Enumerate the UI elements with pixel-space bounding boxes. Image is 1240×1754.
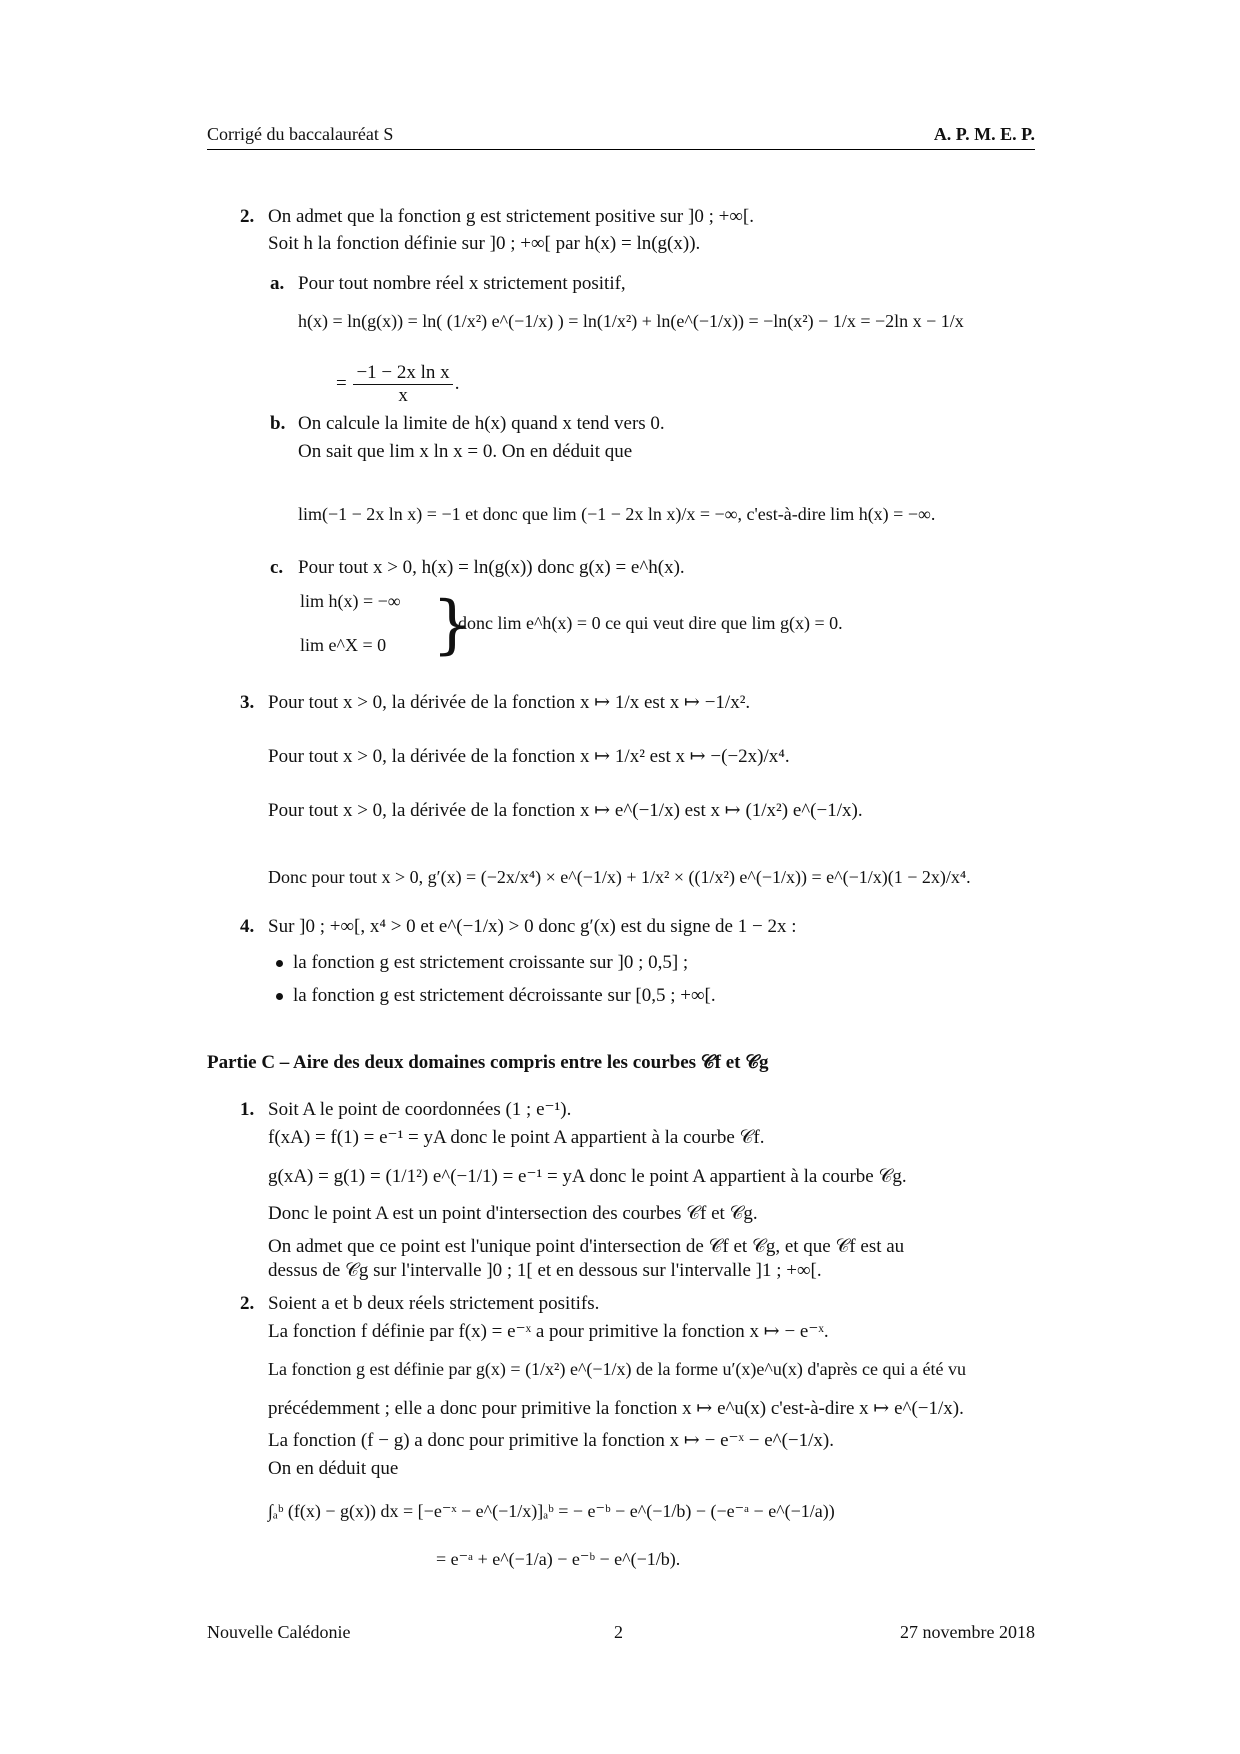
q2a-frac-denominator: x xyxy=(398,385,408,406)
partC-q2-result: = e⁻ᵃ + e^(−1/a) − e⁻ᵇ − e^(−1/b). xyxy=(436,1549,681,1569)
partC-q2-line5: La fonction (f − g) a donc pour primitive la fonction x ↦ − e⁻ˣ − e^(−1/x). xyxy=(268,1430,834,1451)
partC-q1-line2: f(xA) = f(1) = e⁻¹ = yA donc le point A appartient à la courbe 𝒞f. xyxy=(268,1127,765,1148)
q4-line1: Sur ]0 ; +∞[, x⁴ > 0 et e^(−1/x) > 0 donc g′(x) est du signe de 1 − 2x : xyxy=(268,916,797,937)
footer-right: 27 novembre 2018 xyxy=(900,1622,1035,1642)
partC-q2-line4: précédemment ; elle a donc pour primitive la fonction x ↦ e^u(x) c'est-à-dire x ↦ e^(−1/x). xyxy=(268,1398,964,1419)
partC-q2-number: 2. xyxy=(240,1293,255,1314)
partC-q2-line3: La fonction g est définie par g(x) = (1/x²) e^(−1/x) de la forme u′(x)e^u(x) d'après ce qui a été vu xyxy=(268,1359,967,1379)
q2c-system-line1: lim h(x) = −∞ xyxy=(300,591,401,611)
q2a-label: a. xyxy=(270,273,285,294)
q2-line1: On admet que la fonction g est strictement positive sur ]0 ; +∞[. xyxy=(268,206,754,227)
partC-q2-line2: La fonction f définie par f(x) = e⁻ˣ a pour primitive la fonction x ↦ − e⁻ˣ. xyxy=(268,1321,829,1342)
q2c-text: Pour tout x > 0, h(x) = ln(g(x)) donc g(x) = e^h(x). xyxy=(298,557,685,578)
bullet-icon xyxy=(276,993,283,1000)
partC-q1-line6: dessus de 𝒞g sur l'intervalle ]0 ; 1[ et en dessous sur l'intervalle ]1 ; +∞[. xyxy=(268,1260,822,1281)
partC-q1-number: 1. xyxy=(240,1099,255,1120)
partC-q1-line4: Donc le point A est un point d'intersection des courbes 𝒞f et 𝒞g. xyxy=(268,1203,758,1224)
q2a-equation-1: h(x) = ln(g(x)) = ln( (1/x²) e^(−1/x) ) = ln(1/x²) + ln(e^(−1/x)) = −ln(x²) − 1/x = −2ln x − 1/x xyxy=(298,311,964,331)
q2a-frac-numerator: −1 − 2x ln x xyxy=(353,362,452,385)
q3-line4: Donc pour tout x > 0, g′(x) = (−2x/x⁴) × e^(−1/x) + 1/x² × ((1/x²) e^(−1/x)) = e^(−1/x)(1 − 2x)/x⁴. xyxy=(268,867,971,887)
partC-title: Partie C – Aire des deux domaines compris entre les courbes 𝒞f et 𝒞g xyxy=(207,1052,769,1073)
q2a-equation-2: = $\frac{\text{−1 − 2x ln x}}{x}$ . xyxy=(336,362,460,406)
q3-line1: Pour tout x > 0, la dérivée de la fonction x ↦ 1/x est x ↦ −1/x². xyxy=(268,692,751,713)
q2c-system-line2: lim e^X = 0 xyxy=(300,635,387,655)
q4-bullet-2 xyxy=(276,985,716,1007)
partC-q1-line5: On admet que ce point est l'unique point d'intersection de 𝒞f et 𝒞g, et que 𝒞f est au xyxy=(268,1236,905,1257)
q4-bullet-1-text: la fonction g est strictement croissante sur ]0 ; 0,5] ; xyxy=(293,952,689,973)
header-rule xyxy=(207,149,1035,150)
q2c-conclusion: donc lim e^h(x) = 0 ce qui veut dire que lim g(x) = 0. xyxy=(458,613,843,633)
q3-line3: Pour tout x > 0, la dérivée de la fonction x ↦ e^(−1/x) est x ↦ (1/x²) e^(−1/x). xyxy=(268,800,863,821)
q4-bullet-1 xyxy=(276,952,688,974)
q2b-label: b. xyxy=(270,413,286,434)
q3-line2: Pour tout x > 0, la dérivée de la fonction x ↦ 1/x² est x ↦ −(−2x)/x⁴. xyxy=(268,746,790,767)
q3-number: 3. xyxy=(240,692,255,713)
q2-number: 2. xyxy=(240,206,255,227)
q2c-label: c. xyxy=(270,557,284,578)
partC-q2-line6: On en déduit que xyxy=(268,1458,399,1479)
q4-number: 4. xyxy=(240,916,255,937)
q2b-text: On calcule la limite de h(x) quand x tend vers 0. xyxy=(298,413,665,434)
partC-q2-line1: Soient a et b deux réels strictement positifs. xyxy=(268,1293,600,1314)
header-left: Corrigé du baccalauréat S xyxy=(207,124,394,144)
header-right: A. P. M. E. P. xyxy=(933,124,1035,144)
q2-line2: Soit h la fonction définie sur ]0 ; +∞[ par h(x) = ln(g(x)). xyxy=(268,233,701,254)
page-number: 2 xyxy=(614,1622,623,1642)
partC-q1-line3: g(xA) = g(1) = (1/1²) e^(−1/1) = e⁻¹ = yA donc le point A appartient à la courbe 𝒞g. xyxy=(268,1166,907,1187)
q4-bullet-2-text: la fonction g est strictement décroissante sur [0,5 ; +∞[. xyxy=(293,985,716,1006)
q2b-equation: lim(−1 − 2x ln x) = −1 et donc que lim (−1 − 2x ln x)/x = −∞, c'est-à-dire lim h(x) = −∞. xyxy=(298,504,936,524)
q2c-brace: } xyxy=(432,588,473,662)
q2a-text: Pour tout nombre réel x strictement positif, xyxy=(298,273,626,294)
footer-left: Nouvelle Calédonie xyxy=(207,1622,351,1642)
q2b-text2: On sait que lim x ln x = 0. On en déduit que xyxy=(298,441,633,462)
partC-q2-integral: ∫ₐᵇ (f(x) − g(x)) dx = [−e⁻ˣ − e^(−1/x)]ₐᵇ = − e⁻ᵇ − e^(−1/b) − (−e⁻ᵃ − e^(−1/a)) xyxy=(268,1501,835,1521)
partC-q1-line1: Soit A le point de coordonnées (1 ; e⁻¹). xyxy=(268,1099,572,1120)
bullet-icon xyxy=(276,960,283,967)
